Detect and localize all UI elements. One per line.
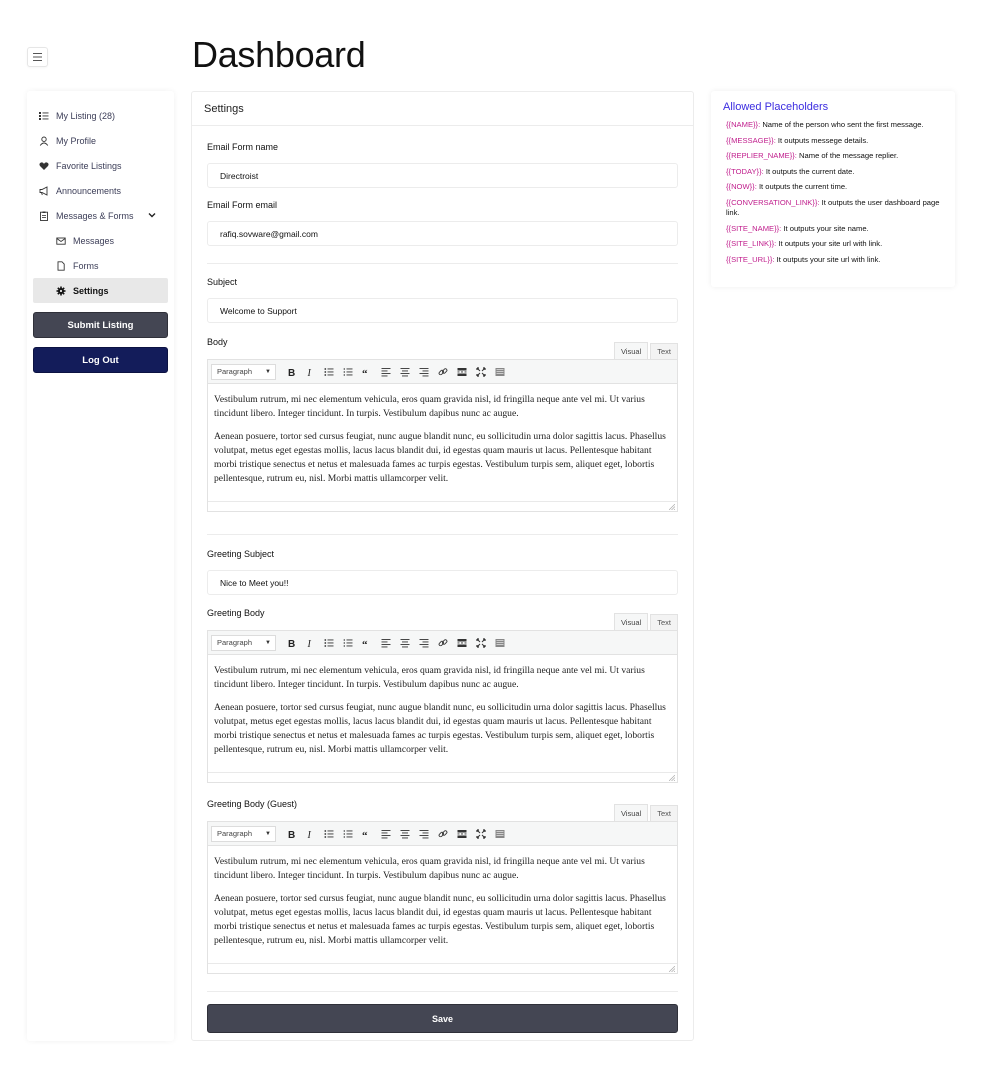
sidebar-item-forms[interactable]: [27, 253, 174, 278]
bullet-list-icon: [324, 367, 334, 377]
align-right-button[interactable]: [414, 634, 433, 652]
file-icon: [56, 261, 66, 271]
placeholder-key: {{MESSAGE}}:: [726, 135, 776, 145]
gear-icon: [56, 286, 66, 296]
editor-content[interactable]: [208, 384, 677, 501]
card-header: Settings: [192, 92, 693, 126]
hamburger-icon: [33, 53, 42, 61]
fullscreen-icon: [476, 367, 486, 377]
divider: [207, 534, 678, 535]
resize-handle-icon[interactable]: [669, 966, 675, 972]
sidebar-item-label: Forms: [73, 260, 99, 271]
placeholder-desc: It outputs the current time.: [756, 182, 848, 191]
kitchen-sink-icon: [495, 367, 505, 377]
svg-text:B: B: [287, 829, 295, 839]
tab-text[interactable]: Text: [650, 343, 678, 359]
sidebar-item-settings[interactable]: [33, 278, 168, 303]
placeholder-item: [723, 182, 943, 193]
sidebar-item-label: Messages: [73, 235, 115, 246]
editor-statusbar: [208, 501, 677, 511]
align-center-icon: [400, 367, 410, 377]
sidebar-item-favorite-listings[interactable]: [27, 153, 174, 178]
menu-toggle-button[interactable]: [27, 47, 48, 67]
sidebar-item-my-profile[interactable]: [27, 128, 174, 153]
link-icon: [438, 829, 448, 839]
placeholder-item: [723, 120, 943, 131]
align-left-button[interactable]: [376, 825, 395, 843]
format-value: Paragraph: [217, 638, 253, 647]
align-left-button[interactable]: [376, 363, 395, 381]
placeholders-title: Allowed Placeholders: [723, 101, 829, 113]
bullet-list-icon: [324, 638, 334, 648]
numbered-list-icon: [343, 367, 353, 377]
format-select[interactable]: [211, 826, 276, 842]
placeholder-item: [723, 198, 943, 219]
editor-toolbar: [208, 360, 677, 384]
align-center-button[interactable]: [395, 634, 414, 652]
link-icon: [438, 367, 448, 377]
numbered-list-icon: [343, 829, 353, 839]
italic-icon: [305, 829, 315, 839]
caret-down-icon: ▼: [265, 368, 271, 375]
editor-statusbar: [208, 772, 677, 782]
read-more-icon: [457, 367, 467, 377]
editor-toolbar: [208, 822, 677, 846]
align-right-icon: [419, 638, 429, 648]
numbered-list-button[interactable]: [338, 825, 357, 843]
sidebar-item-label: My Listing (28): [56, 110, 116, 121]
bullet-list-button[interactable]: [319, 363, 338, 381]
placeholder-key: {{NAME}}:: [726, 120, 761, 129]
svg-text:“: “: [361, 367, 367, 377]
greeting-body-guest-label: Greeting Body (Guest): [207, 799, 298, 809]
editor-paragraph: Aenean posuere, tortor sed cursus feugiat, nunc augue blandit nunc, eu sollicitudin urna dolor sagittis lacus. Phasellus volutpat, metus eget egestas mollis, lacus lacus blandit dui, id egestas quam mauris ut lacus. Pellentesque habitant morbi tristique senectus et netus et malesuada fames ac turpis egestas. Vestibulum turpis sem, aliquet eget, lobortis pellentesque, rutrum eu, nisl. Morbi mattis ullamcorper velit.: [214, 893, 666, 946]
blockquote-button[interactable]: [357, 634, 376, 652]
editor-paragraph: Aenean posuere, tortor sed cursus feugiat, nunc augue blandit nunc, eu sollicitudin urna dolor sagittis lacus. Phasellus volutpat, metus eget egestas mollis, lacus lacus blandit dui, id egestas quam mauris ut lacus. Pellentesque habitant morbi tristique senectus et netus et malesuada fames ac turpis egestas. Vestibulum turpis sem, aliquet eget, lobortis pellentesque, rutrum eu, nisl. Morbi mattis ullamcorper velit.: [214, 431, 666, 484]
editor-content[interactable]: [208, 655, 677, 772]
align-center-icon: [400, 638, 410, 648]
read-more-button[interactable]: [452, 363, 471, 381]
italic-icon: [305, 638, 315, 648]
svg-text:“: “: [361, 829, 367, 839]
tab-text[interactable]: Text: [650, 614, 678, 630]
align-right-button[interactable]: [414, 825, 433, 843]
email-form-name-input[interactable]: Directroist: [207, 163, 678, 188]
subject-input[interactable]: Welcome to Support: [207, 298, 678, 323]
sidebar-item-label: My Profile: [56, 135, 97, 146]
fullscreen-button[interactable]: [471, 634, 490, 652]
sidebar-item-label: Settings: [73, 285, 109, 296]
editor-paragraph: Vestibulum rutrum, mi nec elementum vehicula, eros quam gravida nisl, id fringilla neque ante vel mi. Ut varius tincidunt libero. Integer tincidunt. In turpis. Vestibulum dapibus nunc ac augue.: [214, 665, 645, 690]
blockquote-button[interactable]: [357, 825, 376, 843]
editor-paragraph: Vestibulum rutrum, mi nec elementum vehicula, eros quam gravida nisl, id fringilla neque ante vel mi. Ut varius tincidunt libero. Integer tincidunt. In turpis. Vestibulum dapibus nunc ac augue.: [214, 394, 645, 419]
sidebar-item-messages[interactable]: [27, 228, 174, 253]
clipboard-icon: [39, 211, 49, 221]
svg-text:B: B: [287, 638, 295, 648]
align-center-icon: [400, 829, 410, 839]
numbered-list-icon: [343, 638, 353, 648]
divider: [207, 991, 678, 992]
fullscreen-icon: [476, 638, 486, 648]
bold-icon: [286, 367, 296, 377]
page-title: Dashboard: [192, 34, 366, 75]
sidebar-item-label: Favorite Listings: [56, 160, 122, 171]
sidebar-item-my-listing[interactable]: [27, 103, 174, 128]
placeholder-item: [723, 136, 943, 147]
greeting-subject-label: Greeting Subject: [207, 549, 275, 559]
align-left-icon: [381, 367, 391, 377]
resize-handle-icon[interactable]: [669, 504, 675, 510]
align-left-icon: [381, 638, 391, 648]
placeholder-item: [723, 255, 943, 266]
blockquote-button[interactable]: [357, 363, 376, 381]
quote-icon: [362, 829, 372, 839]
svg-text:I: I: [307, 829, 311, 839]
align-center-button[interactable]: [395, 363, 414, 381]
align-center-button[interactable]: [395, 825, 414, 843]
placeholder-key: {{NOW}}:: [726, 182, 757, 191]
placeholder-item: [723, 167, 943, 178]
insert-link-button[interactable]: [433, 363, 452, 381]
heart-icon: [39, 161, 49, 171]
bold-icon: [286, 829, 296, 839]
placeholder-item: [723, 224, 943, 235]
align-right-icon: [419, 829, 429, 839]
placeholder-key: {{REPLIER_NAME}}:: [726, 151, 797, 160]
fullscreen-button[interactable]: [471, 825, 490, 843]
link-icon: [438, 638, 448, 648]
placeholder-desc: It outputs your site url with link.: [776, 239, 883, 248]
tab-visual[interactable]: Visual: [614, 613, 648, 630]
logout-button[interactable]: Log Out: [33, 347, 168, 373]
italic-icon: [305, 367, 315, 377]
read-more-button[interactable]: [452, 825, 471, 843]
editor-content[interactable]: [208, 846, 677, 963]
allowed-placeholders-panel: [711, 91, 955, 287]
greeting-body-guest-editor[interactable]: [207, 821, 678, 974]
toolbar-toggle-button[interactable]: [490, 363, 509, 381]
settings-card: [191, 91, 694, 1041]
bullet-list-button[interactable]: [319, 825, 338, 843]
placeholder-item: [723, 151, 943, 162]
sidebar: [27, 91, 174, 1041]
sidebar-item-label: Announcements: [56, 185, 122, 196]
placeholder-key: {{SITE_NAME}}:: [726, 223, 782, 233]
read-more-icon: [457, 829, 467, 839]
insert-link-button[interactable]: [433, 825, 452, 843]
body-label: Body: [207, 337, 228, 347]
placeholder-desc: It outputs messege details.: [775, 135, 869, 145]
insert-link-button[interactable]: [433, 634, 452, 652]
svg-text:“: “: [361, 638, 367, 648]
read-more-button[interactable]: [452, 634, 471, 652]
placeholder-desc: Name of the message replier.: [796, 151, 899, 160]
sidebar-item-messages-forms[interactable]: [27, 203, 174, 228]
tab-text[interactable]: Text: [650, 805, 678, 821]
placeholder-key: {{SITE_LINK}}:: [726, 239, 777, 248]
placeholder-key: {{CONVERSATION_LINK}}:: [726, 197, 820, 207]
align-right-icon: [419, 367, 429, 377]
toolbar-toggle-button[interactable]: [490, 634, 509, 652]
kitchen-sink-icon: [495, 829, 505, 839]
fullscreen-icon: [476, 829, 486, 839]
email-form-name-label: Email Form name: [207, 142, 279, 152]
kitchen-sink-icon: [495, 638, 505, 648]
placeholder-item: [723, 239, 943, 250]
greeting-subject-input[interactable]: Nice to Meet you!!: [207, 570, 678, 595]
bold-button[interactable]: [281, 363, 300, 381]
numbered-list-button[interactable]: [338, 363, 357, 381]
tab-visual[interactable]: Visual: [614, 342, 648, 359]
format-value: Paragraph: [217, 829, 253, 838]
body-editor[interactable]: [207, 359, 678, 512]
subject-label: Subject: [207, 277, 238, 287]
submit-listing-button[interactable]: Submit Listing: [33, 312, 168, 338]
format-select[interactable]: [211, 635, 276, 651]
greeting-body-label: Greeting Body: [207, 608, 265, 618]
bold-button[interactable]: [281, 634, 300, 652]
format-select[interactable]: [211, 364, 276, 380]
align-left-button[interactable]: [376, 634, 395, 652]
bold-icon: [286, 638, 296, 648]
email-form-email-label: Email Form email: [207, 200, 278, 210]
placeholder-desc: Name of the person who sent the first message.: [760, 120, 924, 129]
resize-handle-icon[interactable]: [669, 775, 675, 781]
caret-down-icon: ▼: [265, 639, 271, 646]
bullet-list-button[interactable]: [319, 634, 338, 652]
envelope-icon: [56, 236, 66, 246]
placeholder-desc: It outputs your site url with link.: [774, 254, 881, 264]
quote-icon: [362, 638, 372, 648]
svg-text:I: I: [307, 638, 311, 648]
italic-button[interactable]: [300, 363, 319, 381]
save-button[interactable]: Save: [207, 1004, 678, 1033]
caret-down-icon: ▼: [265, 830, 271, 837]
chevron-down-icon[interactable]: [148, 211, 156, 219]
divider: [207, 263, 678, 264]
megaphone-icon: [39, 186, 49, 196]
svg-text:I: I: [307, 367, 311, 377]
placeholder-key: {{TODAY}}:: [726, 166, 764, 176]
align-left-icon: [381, 829, 391, 839]
editor-paragraph: Vestibulum rutrum, mi nec elementum vehicula, eros quam gravida nisl, id fringilla neque ante vel mi. Ut varius tincidunt libero. Integer tincidunt. In turpis. Vestibulum dapibus nunc ac augue.: [214, 856, 645, 881]
tab-visual[interactable]: Visual: [614, 804, 648, 821]
sidebar-item-announcements[interactable]: [27, 178, 174, 203]
placeholder-desc: It outputs the user dashboard page link.: [726, 197, 940, 217]
format-value: Paragraph: [217, 367, 253, 376]
quote-icon: [362, 367, 372, 377]
sidebar-item-label: Messages & Forms: [56, 210, 134, 221]
italic-button[interactable]: [300, 634, 319, 652]
italic-button[interactable]: [300, 825, 319, 843]
user-icon: [39, 136, 49, 146]
numbered-list-button[interactable]: [338, 634, 357, 652]
bold-button[interactable]: [281, 825, 300, 843]
list-icon: [39, 111, 49, 121]
email-form-email-input[interactable]: rafiq.sovware@gmail.com: [207, 221, 678, 246]
fullscreen-button[interactable]: [471, 363, 490, 381]
editor-statusbar: [208, 963, 677, 973]
placeholder-desc: It outputs the current date.: [763, 166, 855, 176]
placeholder-key: {{SITE_URL}}:: [726, 254, 775, 264]
align-right-button[interactable]: [414, 363, 433, 381]
read-more-icon: [457, 638, 467, 648]
editor-toolbar: [208, 631, 677, 655]
svg-text:B: B: [287, 367, 295, 377]
greeting-body-editor[interactable]: [207, 630, 678, 783]
bullet-list-icon: [324, 829, 334, 839]
editor-paragraph: Aenean posuere, tortor sed cursus feugiat, nunc augue blandit nunc, eu sollicitudin urna dolor sagittis lacus. Phasellus volutpat, metus eget egestas mollis, lacus lacus blandit dui, id egestas quam mauris ut lacus. Pellentesque habitant morbi tristique senectus et netus et malesuada fames ac turpis egestas. Vestibulum turpis sem, aliquet eget, lobortis pellentesque, rutrum eu, nisl. Morbi mattis ullamcorper velit.: [214, 702, 666, 755]
toolbar-toggle-button[interactable]: [490, 825, 509, 843]
placeholder-desc: It outputs your site name.: [781, 223, 869, 233]
